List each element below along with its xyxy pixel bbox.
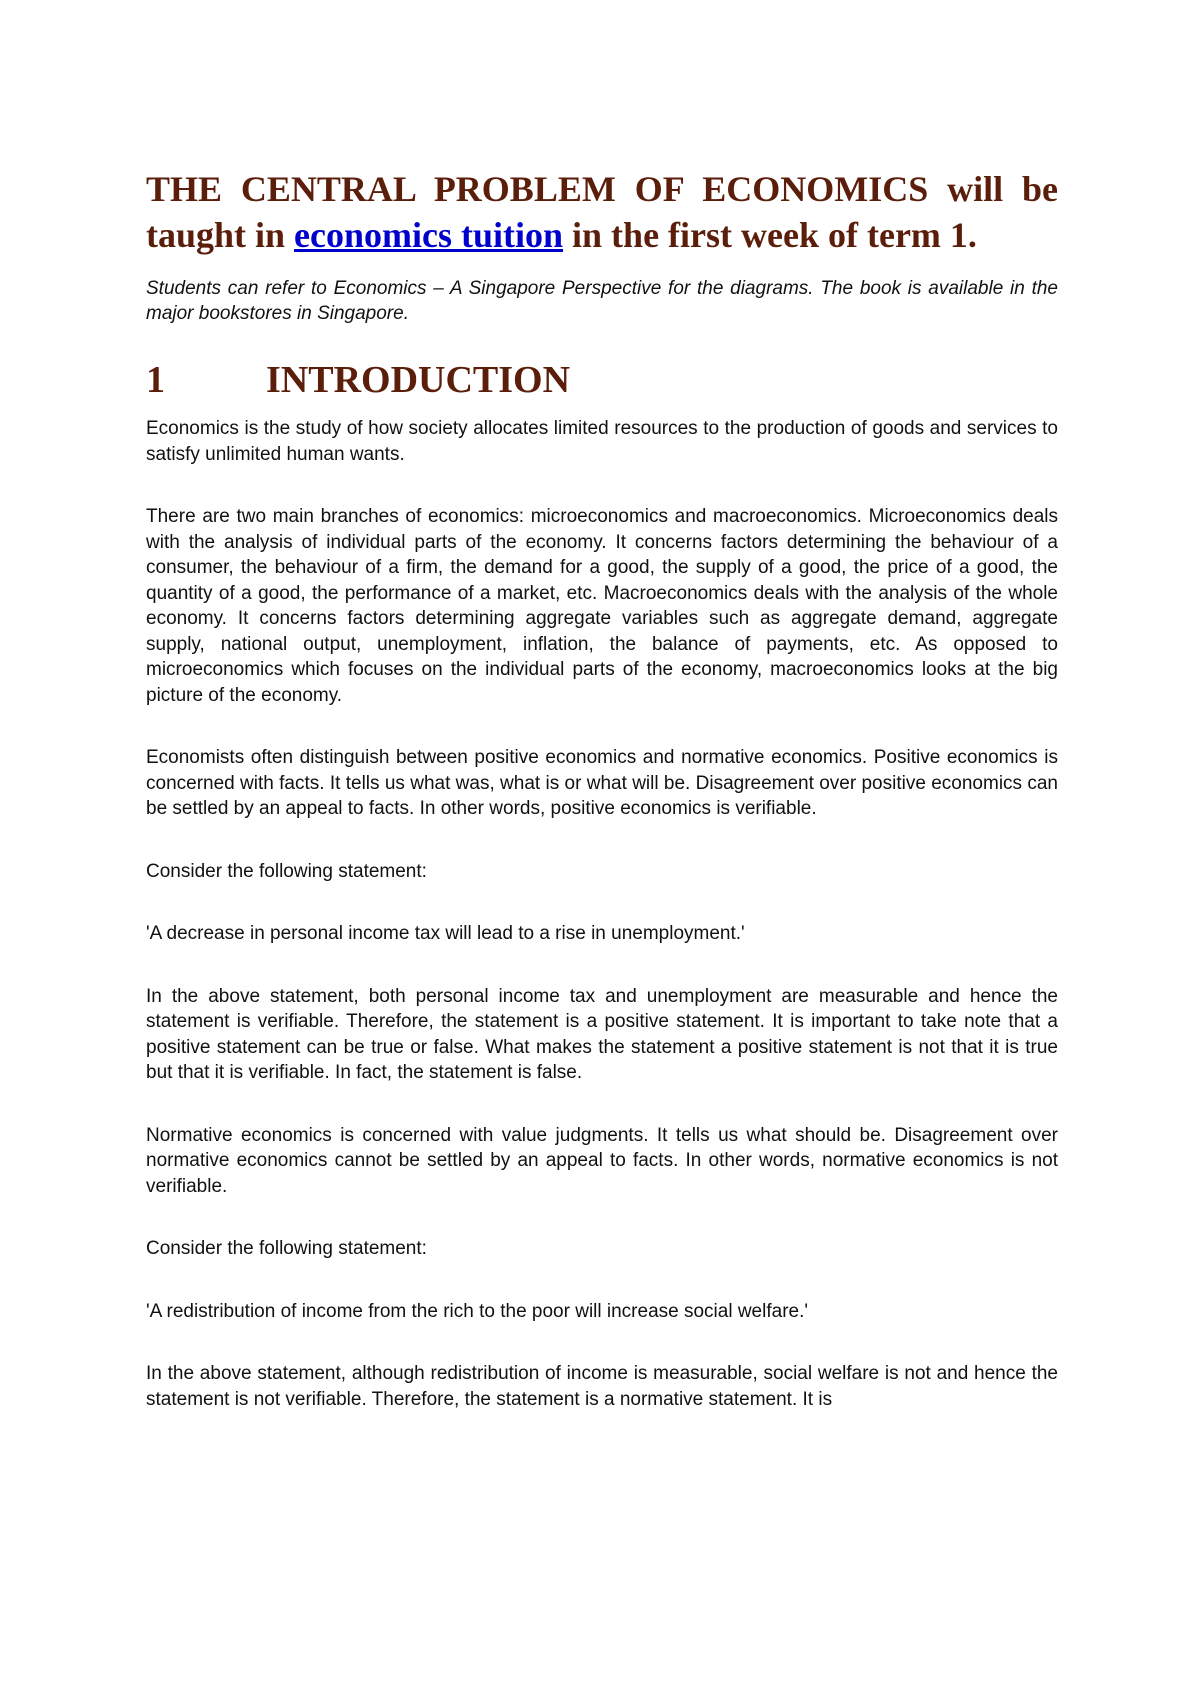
quoted-statement: 'A redistribution of income from the rich to the poor will increase social welfare.' [146,1300,808,1322]
title-text-end: in the first week of term 1. [563,215,977,255]
paragraph: Consider the following statement: [146,1238,427,1259]
paragraph: In the above statement, although redistribution of income is measurable, social welfare is not and hence the statement is not verifiable. Therefore, the statement is a normative statement. It is [146,1363,1058,1410]
paragraph: Normative economics is concerned with value judgments. It tells us what should be. Disagreement over normative economics cannot be settled by an appeal to facts. In other words, normative economics is not verifiable. [146,1124,1058,1197]
quoted-statement: 'A decrease in personal income tax will lead to a rise in unemployment.' [146,923,745,944]
title-text-start: THE CENTRAL PROBLEM OF ECONOMICS will be taught in [146,169,1058,255]
document-title [146,166,1058,258]
paragraph: Economists often distinguish between positive economics and normative economics. Positive economics is concerned with facts. It tells us what was, what is or what will be. Disagreement over positive economics can be settled by an appeal to facts. In other words, positive economics is verifiable. [146,747,1058,819]
paragraph: Economics is the study of how society allocates limited resources to the production of goods and services to satisfy unlimited human wants. [146,418,1058,465]
paragraph: There are two main branches of economics: microeconomics and macroeconomics. Microeconomics deals with the analysis of individual parts of the economy. It concerns factors determining the behaviour of a consumer, the behaviour of a firm, the demand for a good, the supply of a good, the price of a good, the quantity of a good, the performance of a market, etc. Macroeconomics deals with the analysis of the whole economy. It concerns factors determining aggregate variables such as aggregate demand, aggregate supply, national output, unemployment, inflation, the balance of payments, etc. As opposed to microeconomics which focuses on the individual parts of the economy, macroeconomics looks at the big picture of the economy. [146,506,1058,706]
section-heading [146,356,1058,404]
section-title: INTRODUCTION [266,359,571,401]
paragraph: In the above statement, both personal income tax and unemployment are measurable and hence the statement is verifiable. Therefore, the statement is a positive statement. It is important to take note that a positive statement can be true or false. What makes the statement a positive statement is not that it is true but that it is verifiable. In fact, the statement is false. [146,985,1058,1083]
section-number: 1 [146,359,165,401]
document-page [146,166,1058,1412]
paragraph: Consider the following statement: [146,860,427,882]
economics-tuition-link[interactable]: economics tuition [294,215,564,255]
reference-note: Students can refer to Economics – A Singapore Perspective for the diagrams. The book is available in the major bookstores in Singapore. [146,278,1058,324]
